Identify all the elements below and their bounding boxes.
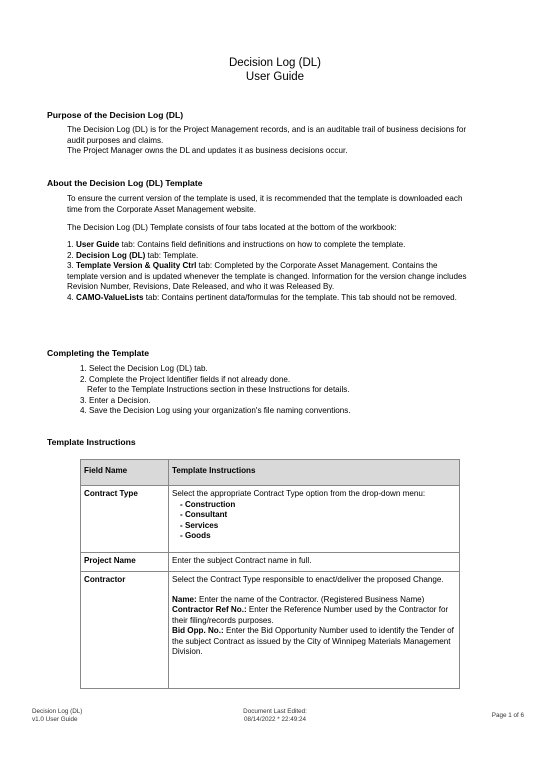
purpose-paragraph-2: The Project Manager owns the DL and updates it as business decisions occur. bbox=[67, 146, 348, 155]
footer-edited-date: 08/14/2022 * 22:49:24 bbox=[244, 716, 306, 723]
field-name-cell: Contractor bbox=[81, 572, 169, 689]
field-name-column-header: Field Name bbox=[81, 460, 169, 486]
completing-steps bbox=[80, 364, 440, 417]
about-paragraph-1: To ensure the current version of the template is used, it is recommended that the template is downloaded each time from the Corporate Asset Management website. bbox=[67, 194, 463, 214]
purpose-paragraph-1: The Decision Log (DL) is for the Project Management records, and is an auditable trail of business decisions for audit purposes and claims. bbox=[67, 125, 467, 145]
table-header-row bbox=[81, 460, 460, 486]
footer-edited-label: Document Last Edited: bbox=[243, 708, 307, 715]
template-instructions-column-header: Template Instructions bbox=[169, 460, 460, 486]
table-row bbox=[81, 553, 460, 572]
ref-label: Contractor Ref No.: bbox=[172, 605, 247, 614]
instruction-cell: Enter the subject Contract name in full. bbox=[169, 553, 460, 572]
tab-name: Decision Log (DL) bbox=[76, 250, 146, 260]
completing-heading: Completing the Template bbox=[47, 348, 150, 358]
option-item: - Construction bbox=[180, 499, 236, 509]
tab-name: CAMO-ValueLists bbox=[76, 292, 144, 302]
tab-description: tab: Completed by the Corporate Asset Management. Contains the template version and is updated whenever the template is changed. Information for the version change includes Revision Number, Revisions, Date Released, and who it was Released By. bbox=[67, 261, 467, 291]
instruction-text: Select the Contract Type responsible to enact/deliver the proposed Change. bbox=[172, 575, 444, 584]
tab-list-item bbox=[67, 240, 467, 251]
name-instruction bbox=[172, 595, 456, 606]
tab-list-item bbox=[67, 261, 467, 293]
footer-center bbox=[0, 708, 550, 724]
document-subtitle: User Guide bbox=[245, 71, 305, 83]
instructions-heading: Template Instructions bbox=[47, 437, 136, 447]
table-row bbox=[81, 572, 460, 689]
about-heading: About the Decision Log (DL) Template bbox=[47, 178, 203, 188]
bid-text: Enter the Bid Opportunity Number used to identify the Tender of the subject Contract as issued by the City of Winnipeg Materials Management Division. bbox=[172, 626, 454, 656]
tab-description: tab: Contains pertinent data/formulas for the template. This tab should not be removed. bbox=[143, 292, 457, 302]
option-item: - Services bbox=[180, 520, 219, 530]
instruction-cell bbox=[169, 572, 460, 689]
option-item: - Goods bbox=[180, 531, 211, 540]
bid-label: Bid Opp. No.: bbox=[172, 626, 224, 635]
tab-number: 1. bbox=[67, 240, 74, 249]
tab-list-item bbox=[67, 293, 467, 304]
tab-number: 3. bbox=[67, 261, 74, 270]
name-label: Name: bbox=[172, 594, 197, 604]
step-item: 2. Complete the Project Identifier fields if not already done. bbox=[80, 374, 291, 384]
step-item: 3. Enter a Decision. bbox=[80, 395, 151, 405]
spacer bbox=[172, 586, 456, 595]
step-item: 1. Select the Decision Log (DL) tab. bbox=[80, 364, 208, 373]
tab-name: Template Version & Quality Ctrl bbox=[76, 261, 197, 270]
field-name-cell: Project Name bbox=[81, 553, 169, 572]
footer-doc-name: Decision Log (DL) bbox=[32, 708, 83, 715]
table-row bbox=[81, 486, 460, 553]
tab-description: tab: Contains field definitions and instructions on how to complete the template. bbox=[119, 240, 406, 249]
ref-text: Enter the Reference Number used by the Contractor for their filing/records purposes. bbox=[172, 605, 449, 625]
instructions-table bbox=[80, 459, 460, 689]
step-item: 4. Save the Decision Log using your organization's file naming conventions. bbox=[80, 406, 351, 415]
document-title: Decision Log (DL) bbox=[228, 57, 322, 69]
purpose-heading: Purpose of the Decision Log (DL) bbox=[47, 110, 184, 120]
step-note: Refer to the Template Instructions section in these Instructions for details. bbox=[87, 385, 350, 394]
option-item: - Consultant bbox=[180, 510, 228, 519]
ref-instruction bbox=[172, 605, 456, 626]
page-number: Page 1 of 6 bbox=[491, 712, 524, 719]
bid-instruction bbox=[172, 626, 456, 658]
name-text: Enter the name of the Contractor. (Registered Business Name) bbox=[196, 594, 425, 604]
footer-version: v1.0 User Guide bbox=[32, 716, 78, 723]
tab-number: 4. bbox=[67, 292, 74, 302]
tab-list-item bbox=[67, 251, 467, 262]
tab-description: tab: Template. bbox=[145, 250, 199, 260]
tab-name: User Guide bbox=[76, 240, 120, 249]
field-name-cell: Contract Type bbox=[81, 486, 169, 553]
tab-list bbox=[67, 240, 467, 303]
tab-number: 2. bbox=[67, 250, 74, 260]
instruction-cell bbox=[169, 486, 460, 553]
about-paragraph-2: The Decision Log (DL) Template consists of four tabs located at the bottom of the workbook: bbox=[67, 223, 397, 232]
instruction-text: Select the appropriate Contract Type option from the drop-down menu: bbox=[172, 489, 426, 498]
